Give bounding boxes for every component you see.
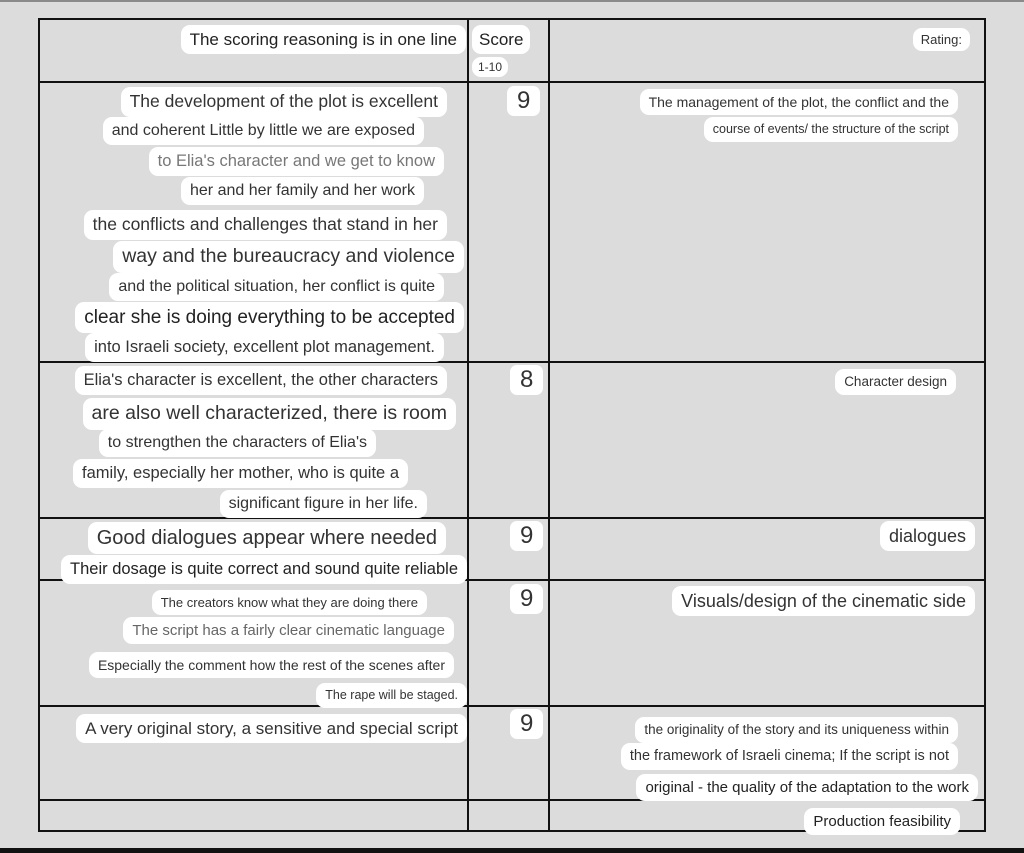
rating-line: Character design xyxy=(835,369,956,395)
column-border-left xyxy=(38,18,40,832)
header-rating: Rating: xyxy=(913,28,970,51)
rating-line: the originality of the story and its uniqueness within xyxy=(635,717,958,743)
reasoning-line: the conflicts and challenges that stand in her xyxy=(84,210,447,240)
reasoning-line: family, especially her mother, who is quite a xyxy=(73,459,408,488)
row-divider xyxy=(39,517,985,519)
reasoning-line: clear she is doing everything to be accepted xyxy=(75,302,464,333)
reasoning-line: are also well characterized, there is room xyxy=(83,398,457,430)
column-border-right xyxy=(984,18,986,832)
header-reasoning: The scoring reasoning is in one line xyxy=(181,25,466,54)
reasoning-line: Their dosage is quite correct and sound quite reliable xyxy=(61,555,467,584)
reasoning-line: to strengthen the characters of Elia's xyxy=(99,429,376,457)
score-value: 9 xyxy=(510,709,543,739)
table-border-top xyxy=(39,18,985,20)
reasoning-line: Good dialogues appear where needed xyxy=(88,522,446,554)
reasoning-line: way and the bureaucracy and violence xyxy=(113,241,464,273)
header-score: Score xyxy=(472,25,530,54)
header-score-range: 1-10 xyxy=(472,57,508,77)
reasoning-line: into Israeli society, excellent plot management. xyxy=(85,333,444,362)
score-value: 9 xyxy=(510,584,543,614)
rating-line: original - the quality of the adaptation to the work xyxy=(636,774,978,801)
score-value: 8 xyxy=(510,365,543,395)
rating-line: Visuals/design of the cinematic side xyxy=(672,586,975,616)
top-frame-border xyxy=(0,0,1024,2)
reasoning-line: Especially the comment how the rest of the scenes after xyxy=(89,652,454,678)
reasoning-line: The creators know what they are doing there xyxy=(152,590,427,615)
column-divider xyxy=(467,18,469,832)
reasoning-line: A very original story, a sensitive and special script xyxy=(76,714,467,743)
rating-line: the framework of Israeli cinema; If the script is not xyxy=(621,743,958,770)
rating-line: dialogues xyxy=(880,521,975,551)
rating-line: Production feasibility xyxy=(804,808,960,835)
reasoning-line: Elia's character is excellent, the other characters xyxy=(75,366,447,395)
reasoning-line: The rape will be staged. xyxy=(316,683,467,708)
reasoning-line: The development of the plot is excellent xyxy=(121,87,447,117)
rating-line: The management of the plot, the conflict and the xyxy=(640,89,958,115)
reasoning-line: to Elia's character and we get to know xyxy=(149,147,444,176)
row-divider xyxy=(39,81,985,83)
rating-line: course of events/ the structure of the script xyxy=(704,117,958,142)
reasoning-line: The script has a fairly clear cinematic language xyxy=(123,617,454,644)
score-value: 9 xyxy=(507,86,540,116)
row-divider xyxy=(39,705,985,707)
score-value: 9 xyxy=(510,521,543,551)
reasoning-line: her and her family and her work xyxy=(181,177,424,205)
reasoning-line: and coherent Little by little we are exposed xyxy=(103,117,424,145)
reasoning-line: significant figure in her life. xyxy=(220,490,427,518)
bottom-frame-border xyxy=(0,848,1024,853)
column-divider xyxy=(548,18,550,832)
reasoning-line: and the political situation, her conflict is quite xyxy=(109,273,444,301)
